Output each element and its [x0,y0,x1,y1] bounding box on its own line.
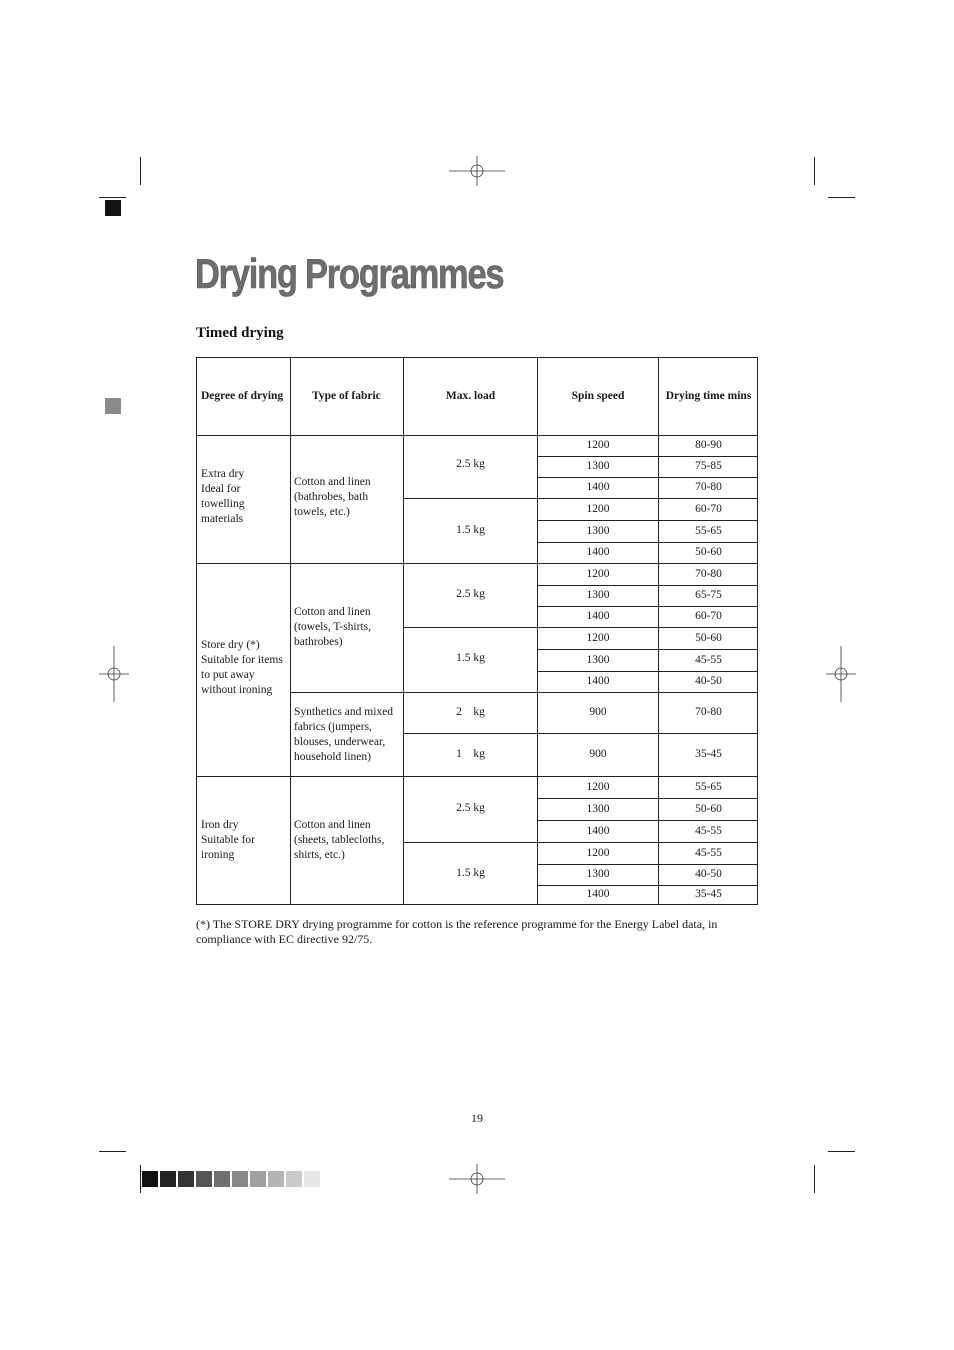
degree-iron-dry: Iron dry Suitable for ironing [201,819,255,861]
drying-table [196,357,758,905]
spin-speed-cell: 1400 [586,481,610,493]
spin-speed-cell: 1200 [586,631,610,644]
max-load: 2.5 kg [456,588,485,600]
drying-time-cell: 70-80 [695,706,722,718]
registration-mark-icon [99,646,129,702]
max-load: 1.5 kg [456,652,485,664]
spin-speed-cell: 1300 [586,589,610,601]
drying-time-cell: 80-90 [695,439,722,451]
header-spin: Spin speed [571,390,625,402]
drying-time-cell: 65-75 [695,589,722,601]
drying-time-cell: 50-60 [695,631,722,644]
spin-speed-cell: 1200 [586,846,610,859]
crop-mark [99,1151,126,1152]
drying-time-cell: 70-80 [695,567,722,580]
spin-speed-cell: 1400 [586,610,610,622]
drying-time-cell: 50-60 [695,802,722,815]
color-swatch [178,1171,194,1187]
header-load: Max. load [445,390,496,402]
color-swatch [286,1171,302,1187]
color-swatch [268,1171,284,1187]
drying-time-cell: 35-45 [695,748,722,760]
fabric-type: Cotton and linen (bathrobes, bath towels, etc.) [294,476,371,518]
crop-mark [814,1165,815,1193]
color-swatch [142,1171,158,1187]
drying-time-cell: 50-60 [695,546,722,558]
crop-mark [814,157,815,185]
registration-mark-icon [449,156,505,186]
footnote: (*) The STORE DRY drying programme for cotton is the reference programme for the Energy Label data, in compliance with EC directive 92/75. [196,917,718,946]
black-square-marker [105,200,121,216]
page-number: 19 [471,1111,483,1125]
crop-mark [828,197,855,198]
drying-time-cell: 45-55 [695,824,722,837]
crop-mark [828,1151,855,1152]
drying-time-cell: 70-80 [695,481,722,493]
degree-store-dry: Store dry (*) Suitable for items to put away without ironing [201,639,283,696]
fabric-type: Synthetics and mixed fabrics (jumpers, blouses, underwear, household linen) [294,706,394,763]
crop-mark [140,1165,141,1193]
spin-speed-cell: 1200 [586,780,610,793]
fabric-type: Cotton and linen (towels, T-shirts, bathrobes) [294,606,371,648]
registration-mark-icon [826,646,856,702]
max-load: 2.5 kg [456,458,485,470]
drying-time-cell: 60-70 [695,502,722,515]
header-time: Drying time mins [665,390,752,402]
crop-mark [99,197,126,198]
spin-speed-cell: 900 [589,748,607,760]
spin-speed-cell: 1400 [586,546,610,558]
drying-time-cell: 40-50 [695,868,722,880]
drying-time-cell: 55-65 [695,780,722,793]
color-swatch [196,1171,212,1187]
max-load: 1 kg [456,748,485,760]
spin-speed-cell: 900 [589,706,607,718]
drying-time-cell: 35-45 [695,888,722,900]
drying-time-cell: 60-70 [695,610,722,622]
header-degree: Degree of drying [201,390,284,402]
spin-speed-cell: 1400 [586,824,610,837]
drying-time-cell: 55-65 [695,524,722,537]
color-swatch [250,1171,266,1187]
color-swatch [160,1171,176,1187]
drying-time-cell: 45-55 [695,653,722,666]
section-heading: Timed drying [196,325,284,341]
spin-speed-cell: 1300 [586,653,610,666]
spin-speed-cell: 1200 [586,439,610,451]
page-title: Drying Programmes [195,250,504,297]
max-load: 1.5 kg [456,867,485,879]
gray-square-marker [105,398,121,414]
drying-time-cell: 40-50 [695,675,722,687]
degree-extra-dry: Extra dry Ideal for towelling materials [201,468,245,525]
max-load: 2 kg [456,706,485,718]
spin-speed-cell: 1400 [586,675,610,687]
drying-time-cell: 45-55 [695,846,722,859]
header-fabric: Type of fabric [312,390,381,402]
drying-time-cell: 75-85 [695,460,722,472]
spin-speed-cell: 1300 [586,802,610,815]
max-load: 2.5 kg [456,802,485,814]
spin-speed-cell: 1300 [586,868,610,880]
max-load: 1.5 kg [456,524,485,536]
spin-speed-cell: 1300 [586,460,610,472]
spin-speed-cell: 1400 [586,888,610,900]
color-swatch [214,1171,230,1187]
registration-mark-icon [449,1164,505,1194]
fabric-type: Cotton and linen (sheets, tablecloths, shirts, etc.) [294,819,385,861]
spin-speed-cell: 1300 [586,524,610,537]
crop-mark [140,157,141,185]
color-swatch [304,1171,320,1187]
spin-speed-cell: 1200 [586,567,610,580]
spin-speed-cell: 1200 [586,502,610,515]
color-swatch [232,1171,248,1187]
